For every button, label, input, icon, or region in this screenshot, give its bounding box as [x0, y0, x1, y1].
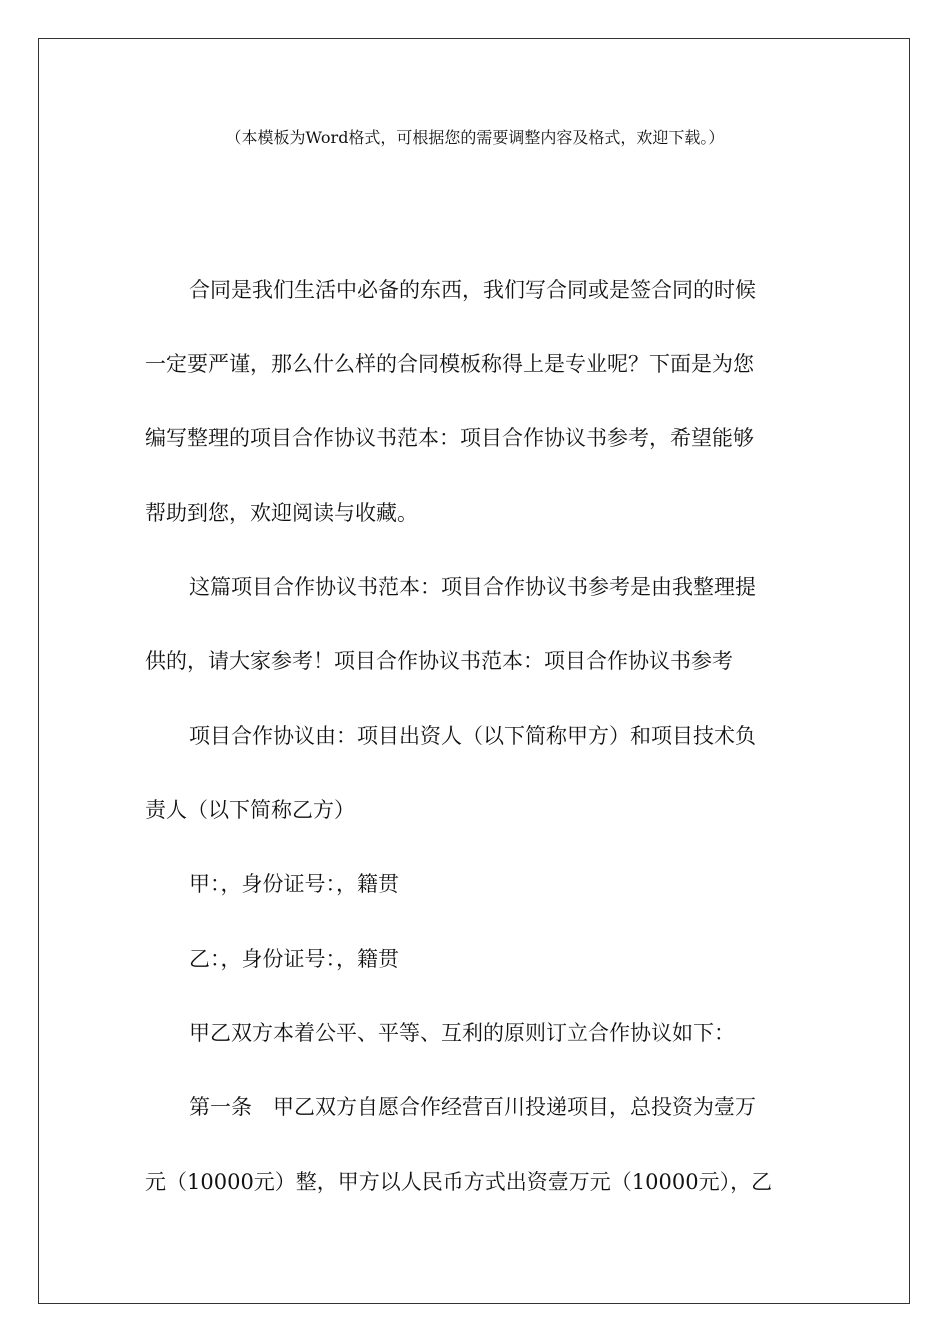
- paragraph-parties-line-2: 责人（以下简称乙方）: [145, 798, 355, 822]
- article-one-line-1: 第一条 甲乙双方自愿合作经营百川投递项目，总投资为壹万: [189, 1095, 756, 1119]
- paragraph-intro-line-1: 合同是我们生活中必备的东西，我们写合同或是签合同的时候: [189, 278, 756, 302]
- party-a-line: 甲：，身份证号：，籍贯: [189, 872, 399, 896]
- paragraph-intro-line-2: 一定要严谨，那么什么样的合同模板称得上是专业呢？下面是为您: [145, 352, 754, 376]
- article-one-line-2: 元（10000元）整，甲方以人民币方式出资壹万元（10000元），乙: [145, 1170, 773, 1194]
- paragraph-source-line-2: 供的，请大家参考！项目合作协议书范本：项目合作协议书参考: [145, 649, 733, 673]
- paragraph-intro-line-3: 编写整理的项目合作协议书范本：项目合作协议书参考，希望能够: [145, 426, 754, 450]
- template-notice: （本模板为Word格式，可根据您的需要调整内容及格式，欢迎下载。）: [225, 128, 725, 147]
- agreement-preamble: 甲乙双方本着公平、平等、互利的原则订立合作协议如下：: [189, 1021, 735, 1045]
- party-b-line: 乙：，身份证号：，籍贯: [189, 947, 399, 971]
- paragraph-parties-line-1: 项目合作协议由：项目出资人（以下简称甲方）和项目技术负: [189, 724, 756, 748]
- paragraph-source-line-1: 这篇项目合作协议书范本：项目合作协议书参考是由我整理提: [189, 575, 756, 599]
- paragraph-intro-line-4: 帮助到您，欢迎阅读与收藏。: [145, 501, 418, 525]
